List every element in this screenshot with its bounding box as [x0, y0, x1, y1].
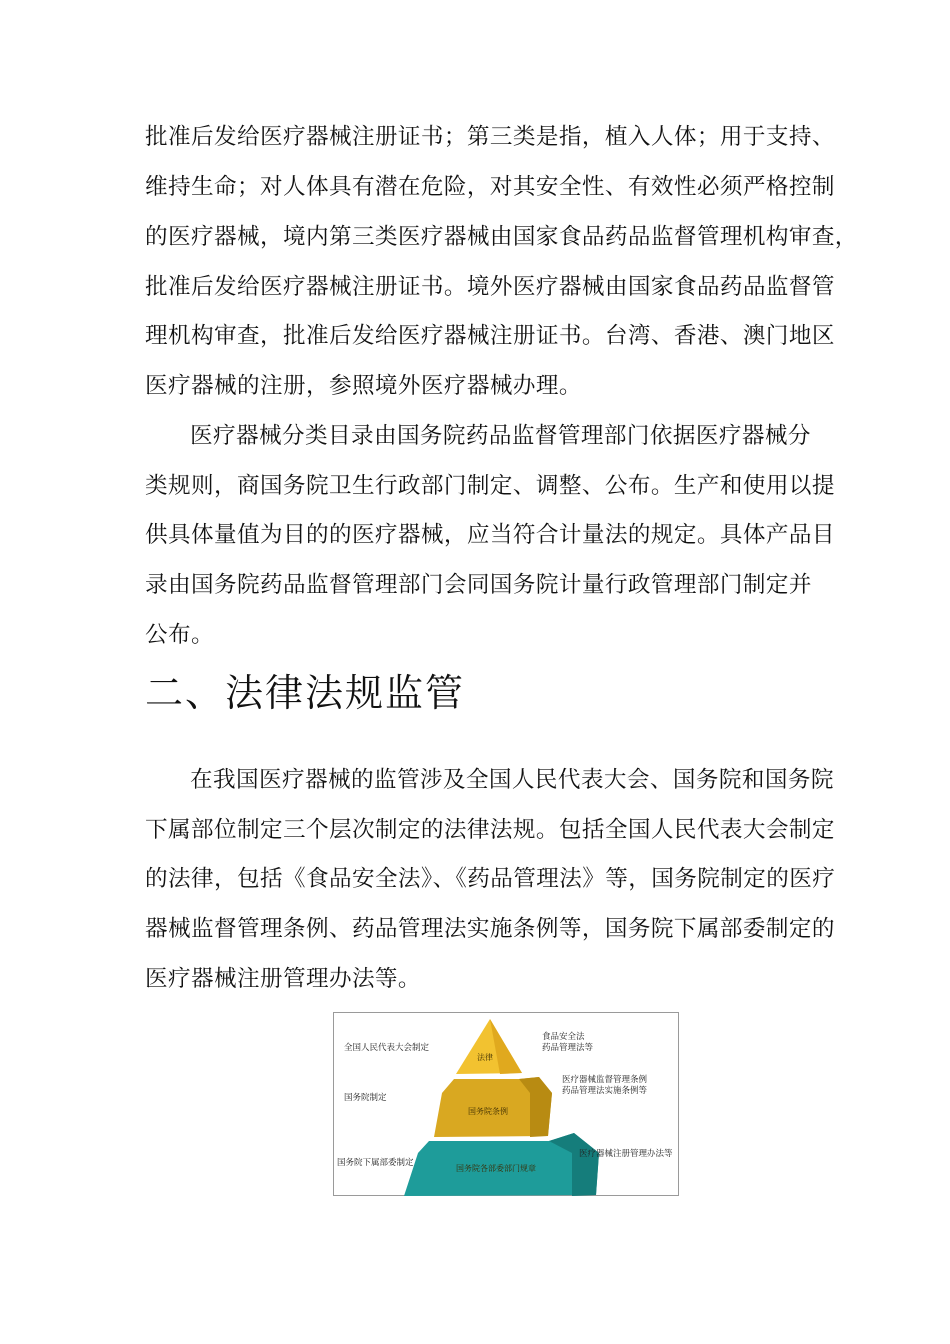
paragraph2-line-1: 医疗器械分类目录由国务院药品监督管理部门依据医疗器械分 — [190, 423, 811, 449]
left-label-state-council: 国务院制定 — [344, 1093, 387, 1103]
paragraph3-line-2: 下属部位制定三个层次制定的法律法规。包括全国人民代表大会制定 — [145, 817, 835, 843]
paragraph2-line-3: 供具体量值为目的的医疗器械，应当符合计量法的规定。具体产品目 — [145, 522, 835, 548]
pyramid-label-middle: 国务院条例 — [468, 1107, 508, 1116]
paragraph3-line-4: 器械监督管理条例、药品管理法实施条例等，国务院下属部委制定的 — [145, 916, 835, 942]
left-label-npc: 全国人民代表大会制定 — [344, 1043, 430, 1053]
paragraph1-line-4: 批准后发给医疗器械注册证书。境外医疗器械由国家食品药品监督管 — [145, 274, 835, 300]
paragraph1-line-2: 维持生命；对人体具有潜在危险，对其安全性、有效性必须严格控制 — [145, 174, 835, 200]
paragraph3-line-1: 在我国医疗器械的监管涉及全国人民代表大会、国务院和国务院 — [190, 767, 834, 793]
section-heading: 二、法律法规监管 — [145, 671, 466, 715]
right-label-middle-line2: 药品管理法实施条例等 — [562, 1086, 648, 1096]
paragraph2-line-4: 录由国务院药品监督管理部门会同国务院计量行政管理部门制定并 — [145, 572, 812, 598]
right-label-bottom: 医疗器械注册管理办法等 — [579, 1149, 673, 1159]
paragraph1-line-1: 批准后发给医疗器械注册证书；第三类是指，植入人体；用于支持、 — [145, 124, 835, 150]
pyramid-label-bottom: 国务院各部委部门规章 — [456, 1164, 536, 1173]
pyramid-label-top: 法律 — [477, 1053, 493, 1062]
paragraph1-line-6: 医疗器械的注册，参照境外医疗器械办理。 — [145, 373, 582, 399]
legal-hierarchy-pyramid-figure — [333, 1012, 679, 1196]
right-label-middle-line1: 医疗器械监督管理条例 — [562, 1075, 648, 1085]
paragraph2-line-5: 公布。 — [145, 622, 214, 648]
left-label-ministries: 国务院下属部委制定 — [337, 1158, 414, 1168]
right-label-top-line1: 食品安全法 — [542, 1032, 585, 1042]
right-label-top-line2: 药品管理法等 — [542, 1043, 594, 1053]
paragraph2-line-2: 类规则，商国务院卫生行政部门制定、调整、公布。生产和使用以提 — [145, 473, 835, 499]
paragraph3-line-5: 医疗器械注册管理办法等。 — [145, 966, 421, 992]
paragraph1-line-3: 的医疗器械，境内第三类医疗器械由国家食品药品监督管理机构审查， — [145, 224, 858, 250]
paragraph1-line-5: 理机构审查，批准后发给医疗器械注册证书。台湾、香港、澳门地区 — [145, 323, 835, 349]
paragraph3-line-3: 的法律，包括《食品安全法》、《药品管理法》等，国务院制定的医疗 — [145, 866, 836, 892]
